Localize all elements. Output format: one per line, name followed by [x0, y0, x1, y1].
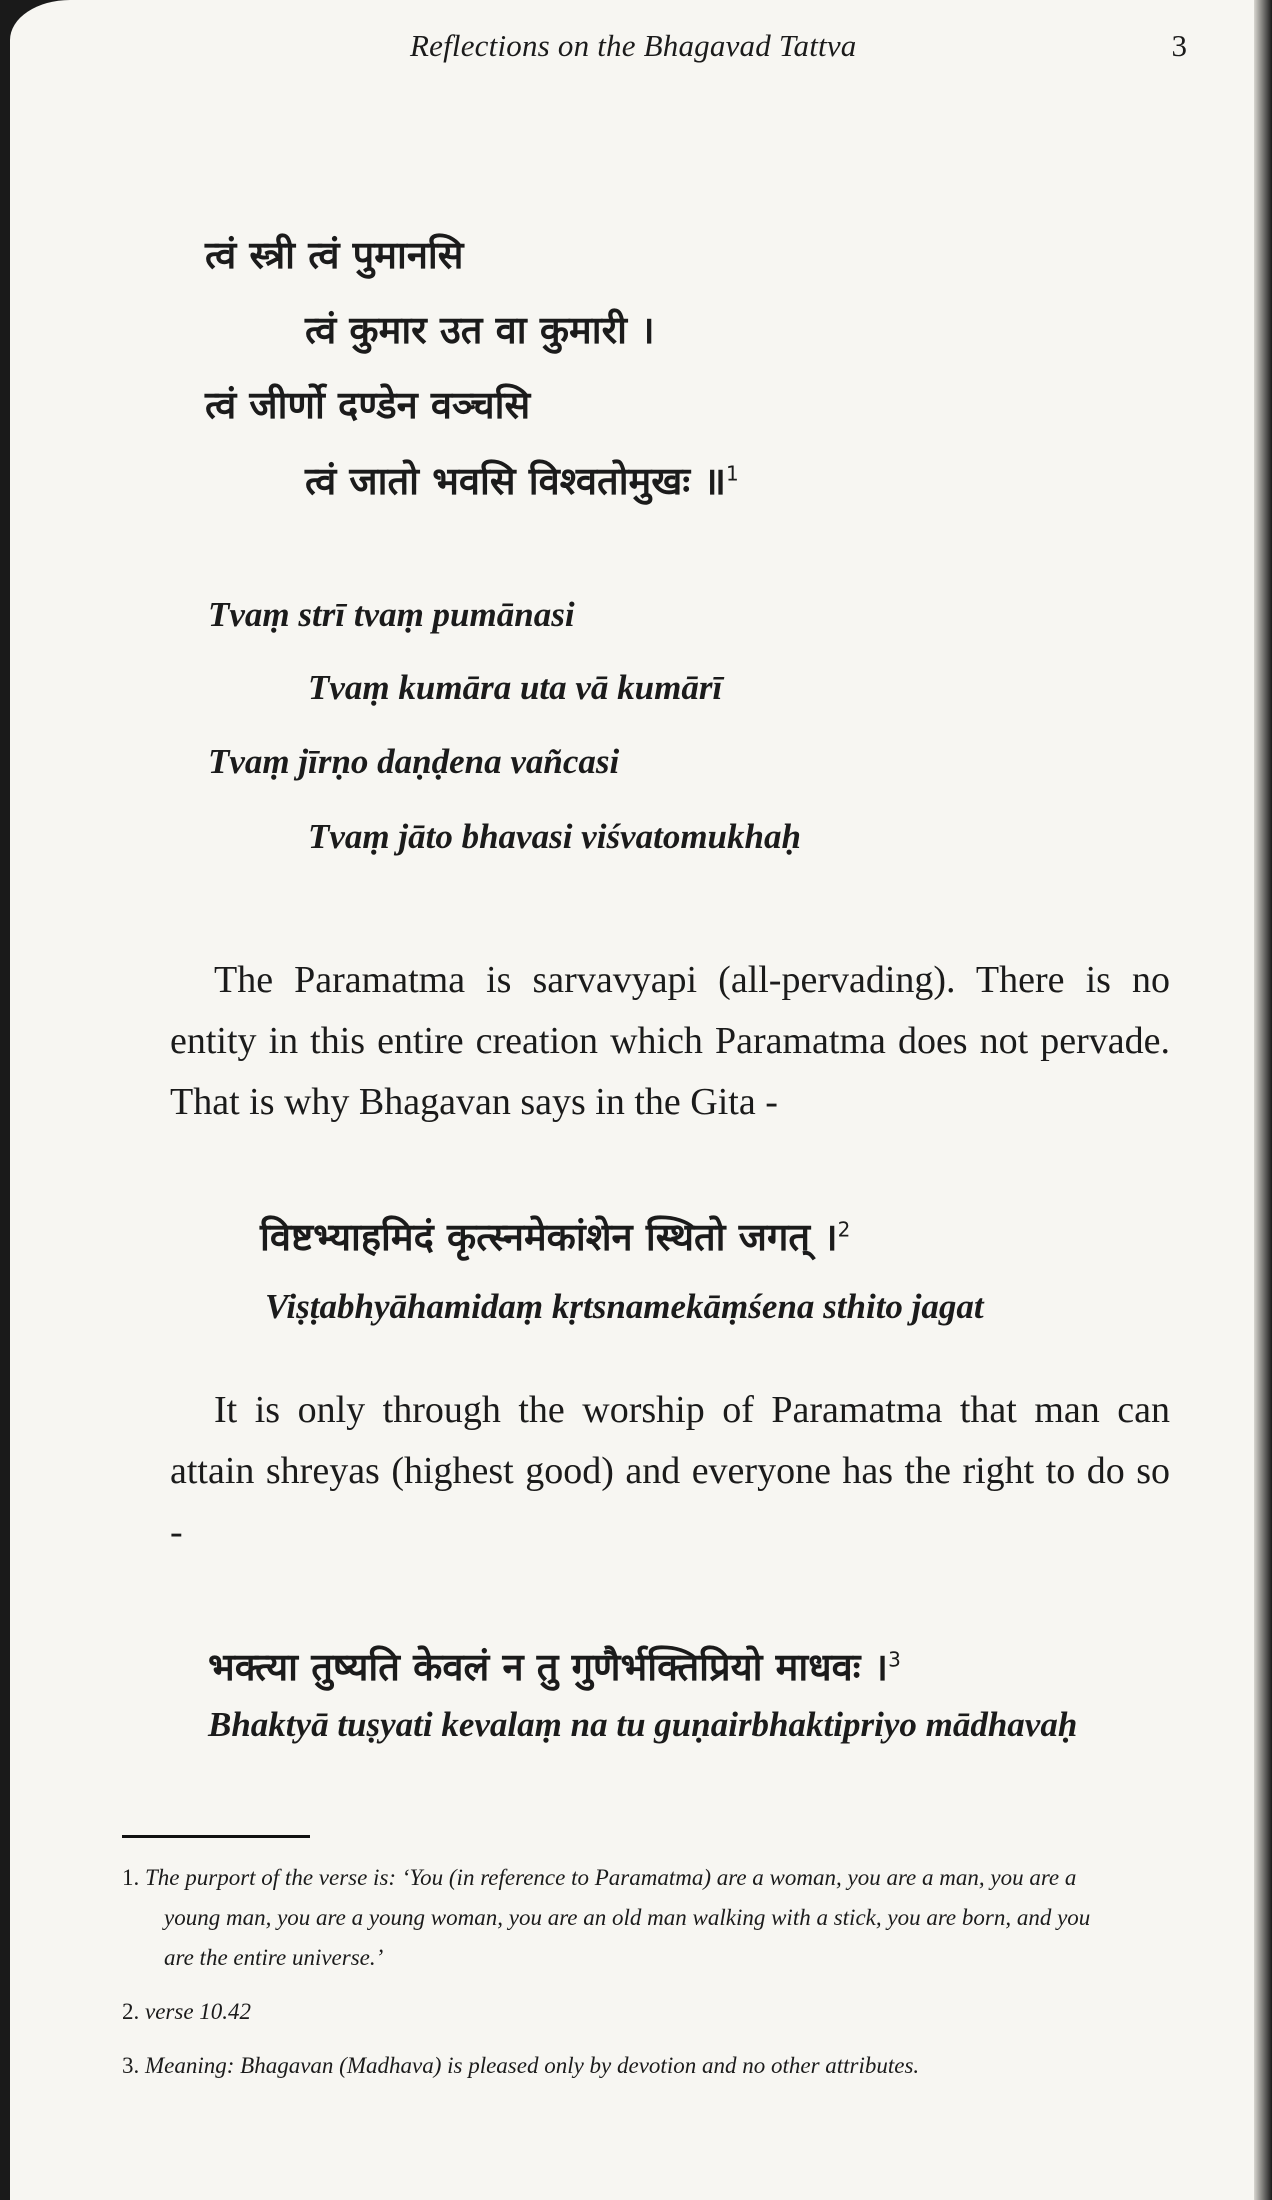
footnote-ref-2: 2 [837, 1217, 851, 1242]
footnote-ref-3: 3 [888, 1647, 901, 1672]
header-title: Reflections on the Bhagavad Tattva [410, 28, 857, 63]
translit-1-line-1: Tvaṃ strī tvaṃ pumānasi [208, 595, 575, 634]
paragraph-1: The Paramatma is sarvavyapi (all-pervading). There is no entity in this entire creation which Paramatma does not pervade. That is why Bhagavan says in the Gita - [170, 959, 1170, 1123]
translit-1-line-3: Tvaṃ jīrṇo daṇḍena vañcasi [208, 742, 620, 781]
verse-2-text: विष्टभ्याहमिदं कृत्स्नमेकांशेन स्थितो जगत् । [260, 1215, 838, 1259]
footnote-ref-1: 1 [726, 461, 739, 486]
page-edge-shadow [1254, 0, 1272, 2200]
paragraph-2: It is only through the worship of Paramatma that man can attain shreyas (highest good) and everyone has the right to do so - [170, 1389, 1170, 1553]
footnote-3-text: Meaning: Bhagavan (Madhava) is pleased only by devotion and no other attributes. [145, 2053, 920, 2078]
book-page [10, 0, 1255, 2200]
running-header [10, 28, 1255, 68]
verse-1-line-1: त्वं स्त्री त्वं पुमानसि [205, 233, 464, 277]
verse-1-line-4-text: त्वं जातो भवसि विश्वतोमुखः ॥ [305, 459, 727, 503]
verse-3-transliteration: Bhaktyā tuṣyati kevalaṃ na tu guṇairbhaktipriyo mādhavaḥ [208, 1705, 1078, 1744]
footnote-2-text: verse 10.42 [145, 1999, 252, 2024]
footnote-1-text: The purport of the verse is: ‘You (in reference to Paramatma) are a woman, you are a man, you are a young man, you are a young woman, you are an old man walking with a stick, you are born, and you are the entire universe.’ [145, 1865, 1091, 1970]
page-number: 3 [1171, 28, 1187, 63]
footnote-2 [122, 1992, 1124, 2032]
translit-1-line-4: Tvaṃ jāto bhavasi viśvatomukhaḥ [308, 817, 801, 856]
verse-1-line-4 [305, 454, 739, 506]
verse-1-line-2: त्वं कुमार उत वा कुमारी । [305, 308, 655, 352]
footnote-1-number: 1. [122, 1865, 140, 1890]
footnote-2-number: 2. [122, 1999, 140, 2024]
footnote-rule [122, 1835, 310, 1838]
footnote-3-number: 3. [122, 2053, 140, 2078]
footnote-1 [122, 1858, 1124, 1978]
translit-1-line-2: Tvaṃ kumāra uta vā kumārī [308, 668, 723, 707]
verse-1-line-3: त्वं जीर्णो दण्डेन वञ्चसि [205, 383, 531, 427]
footnote-3 [122, 2046, 1124, 2086]
verse-3-text: भक्त्या तुष्यति केवलं न तु गुणैर्भक्तिप्रियो माधवः । [208, 1645, 889, 1689]
verse-3-devanagari [208, 1640, 901, 1692]
verse-2-devanagari [260, 1210, 850, 1262]
verse-2-transliteration: Viṣṭabhyāhamidaṃ kṛtsnamekāṃśena sthito jagat [265, 1287, 984, 1326]
